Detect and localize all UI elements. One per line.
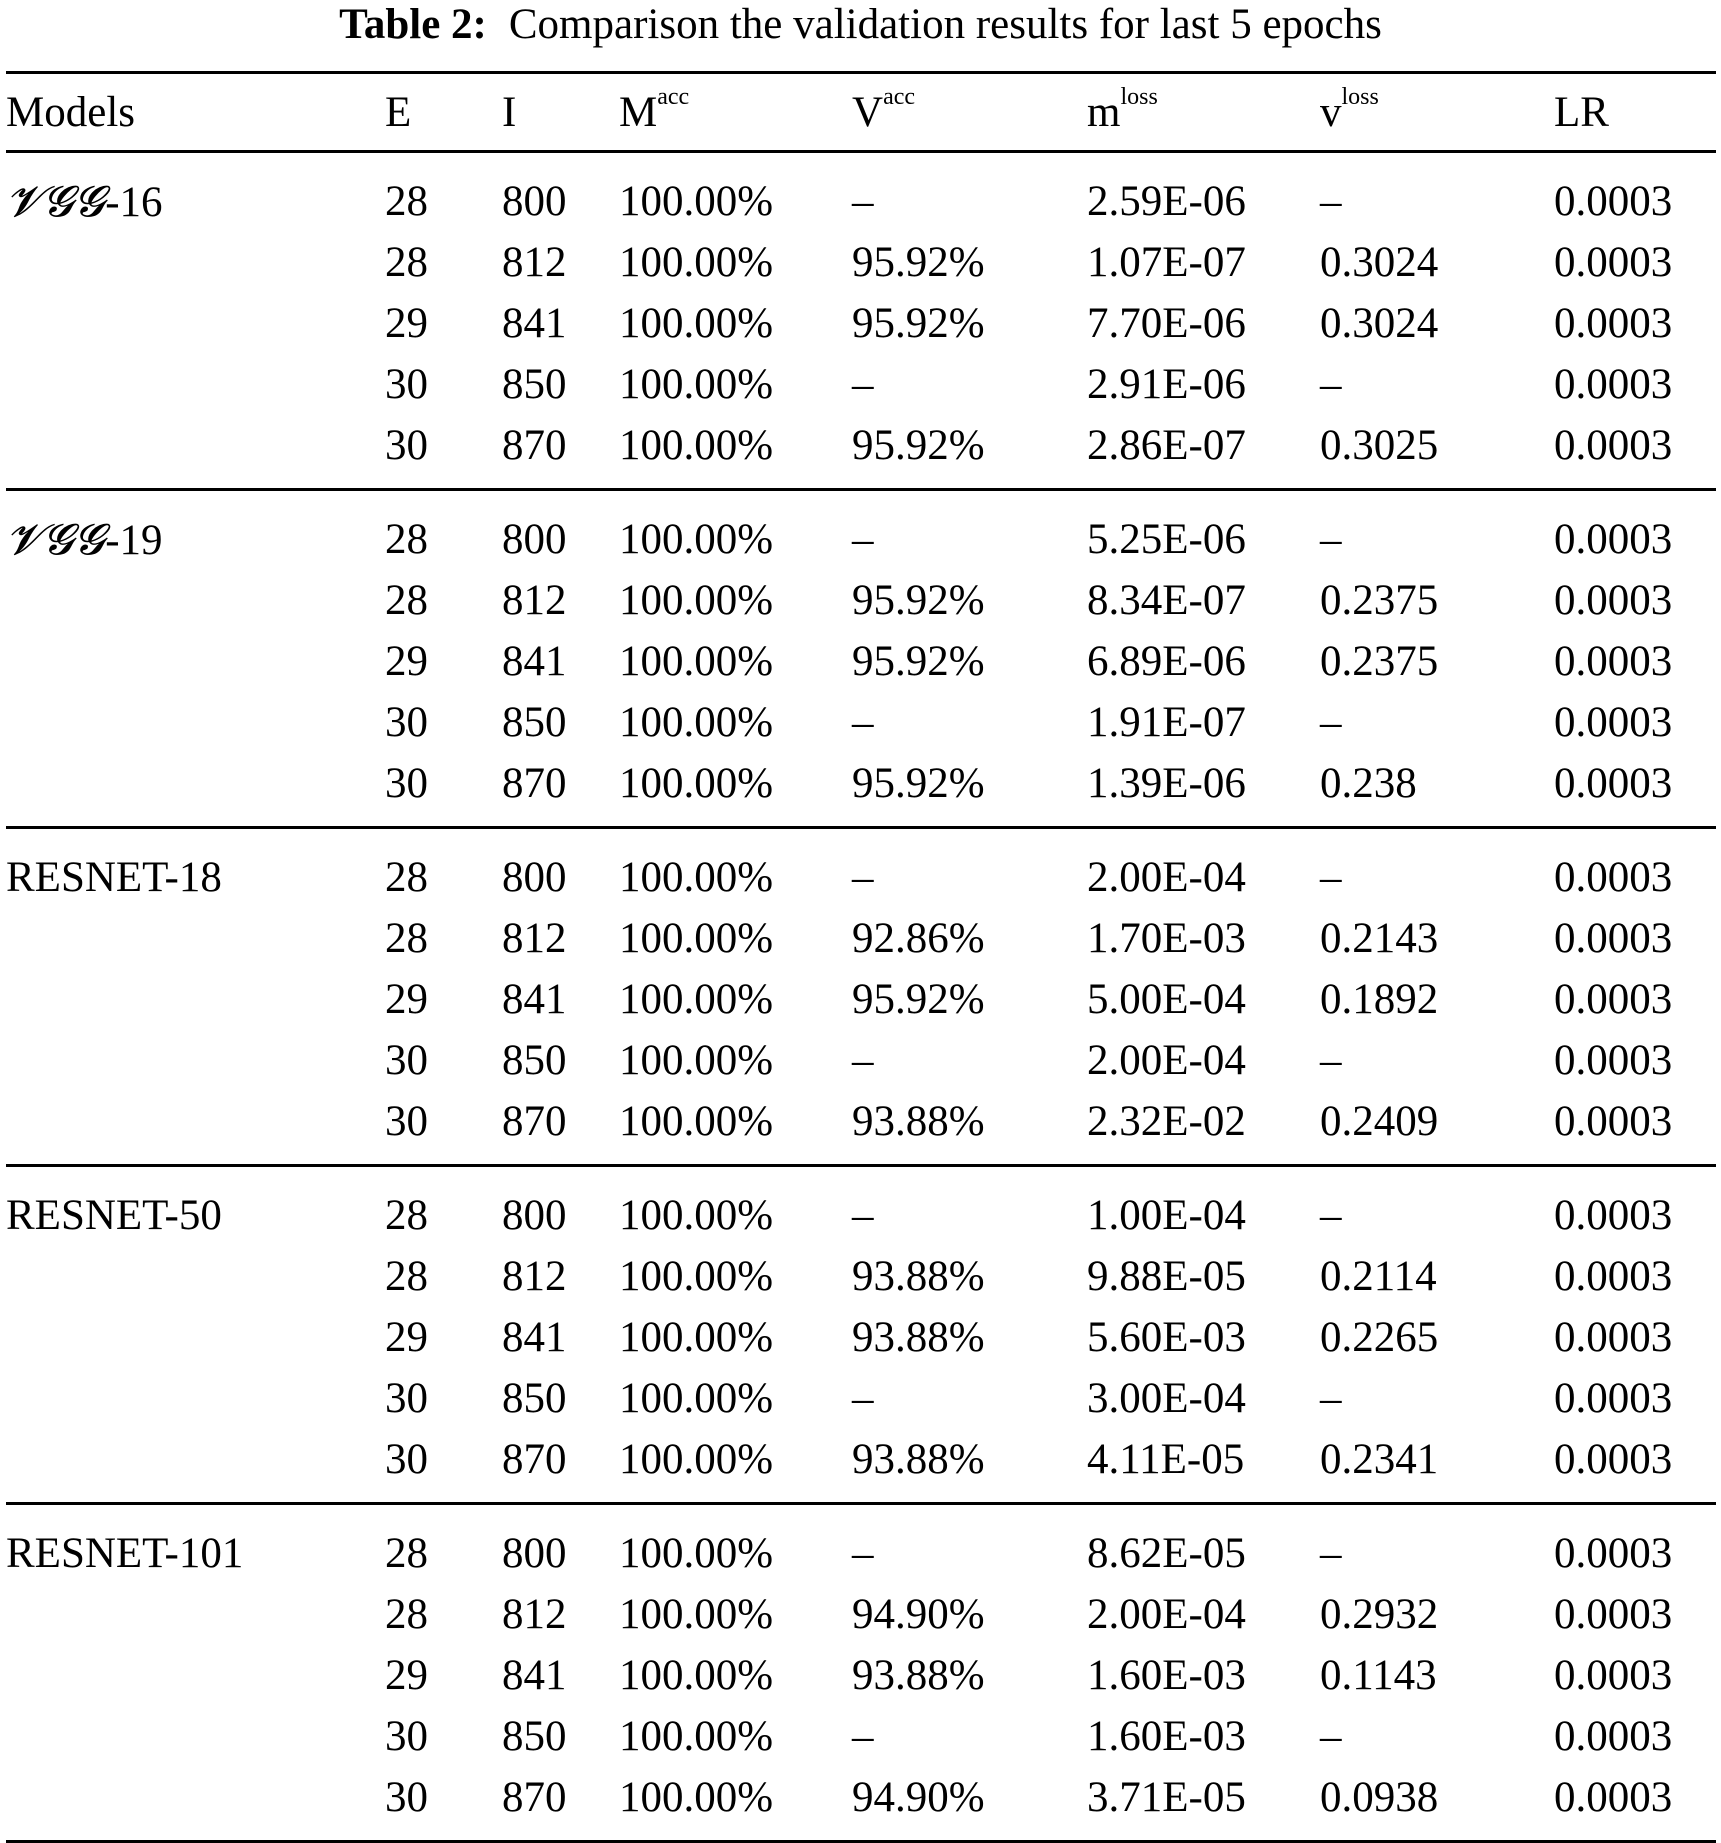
cell-mloss: 3.71E-05	[1087, 1774, 1246, 1821]
cell-macc: 100.00%	[619, 1713, 774, 1760]
cell-e: 30	[385, 1037, 428, 1084]
cell-vloss: 0.0938	[1320, 1774, 1439, 1821]
model-name-empty	[6, 1584, 385, 1645]
cell-e: 28	[385, 577, 428, 624]
cell-macc: 100.00%	[619, 1436, 774, 1483]
cell-lr: 0.0003	[1554, 1713, 1673, 1760]
cell-vloss: 0.2932	[1320, 1591, 1439, 1638]
cell-e: 30	[385, 1098, 428, 1145]
cell-vacc: –	[852, 516, 874, 563]
cell-i: 841	[502, 1652, 567, 1699]
cell-vloss: 0.2375	[1320, 577, 1439, 624]
cell-vacc: 93.88%	[852, 1098, 985, 1145]
cell-vloss: –	[1320, 1192, 1342, 1239]
cell-vloss: –	[1320, 1037, 1342, 1084]
cell-vacc: –	[852, 361, 874, 408]
table-row	[6, 1706, 1716, 1767]
cell-i: 800	[502, 1192, 567, 1239]
cell-lr: 0.0003	[1554, 1314, 1673, 1361]
cell-vacc: 95.92%	[852, 300, 985, 347]
cell-i: 841	[502, 976, 567, 1023]
cell-macc: 100.00%	[619, 1253, 774, 1300]
cell-vacc: 95.92%	[852, 422, 985, 469]
model-name-empty	[6, 1767, 385, 1842]
cell-i: 850	[502, 1375, 567, 1422]
cell-vloss: 0.3024	[1320, 239, 1439, 286]
cell-i: 850	[502, 1713, 567, 1760]
cell-mloss: 1.70E-03	[1087, 915, 1246, 962]
cell-lr: 0.0003	[1554, 915, 1673, 962]
cell-e: 28	[385, 1192, 428, 1239]
cell-lr: 0.0003	[1554, 1530, 1673, 1577]
cell-macc: 100.00%	[619, 1774, 774, 1821]
cell-macc: 100.00%	[619, 760, 774, 807]
cell-e: 29	[385, 638, 428, 685]
table-row	[6, 415, 1716, 490]
model-name-empty	[6, 232, 385, 293]
model-name-empty	[6, 753, 385, 828]
cell-mloss: 1.39E-06	[1087, 760, 1246, 807]
model-group-vgg19	[6, 490, 1716, 828]
cell-vloss: –	[1320, 361, 1342, 408]
cell-macc: 100.00%	[619, 854, 774, 901]
cell-macc: 100.00%	[619, 516, 774, 563]
model-group-resnet50	[6, 1166, 1716, 1504]
table-row	[6, 232, 1716, 293]
cell-vacc: 93.88%	[852, 1436, 985, 1483]
model-name-script: 𝓥𝓖𝓖	[6, 514, 106, 565]
cell-i: 841	[502, 638, 567, 685]
cell-macc: 100.00%	[619, 239, 774, 286]
table-row	[6, 1645, 1716, 1706]
cell-vacc: –	[852, 178, 874, 225]
header-macc	[619, 73, 852, 152]
model-name: RESNET-50	[6, 1192, 222, 1239]
table-row	[6, 570, 1716, 631]
cell-vacc: 94.90%	[852, 1774, 985, 1821]
cell-e: 29	[385, 1652, 428, 1699]
cell-lr: 0.0003	[1554, 577, 1673, 624]
results-table	[6, 71, 1716, 1843]
cell-mloss: 9.88E-05	[1087, 1253, 1246, 1300]
model-name-empty	[6, 908, 385, 969]
table-row	[6, 1584, 1716, 1645]
cell-vacc: –	[852, 1530, 874, 1577]
cell-lr: 0.0003	[1554, 854, 1673, 901]
cell-vloss: 0.1892	[1320, 976, 1439, 1023]
cell-e: 30	[385, 422, 428, 469]
cell-i: 800	[502, 854, 567, 901]
cell-e: 30	[385, 1774, 428, 1821]
cell-lr: 0.0003	[1554, 1436, 1673, 1483]
model-name-empty	[6, 1429, 385, 1504]
cell-i: 800	[502, 178, 567, 225]
model-name: RESNET-101	[6, 1530, 244, 1577]
cell-vloss: –	[1320, 854, 1342, 901]
table-row	[6, 293, 1716, 354]
cell-mloss: 1.07E-07	[1087, 239, 1246, 286]
header-vloss-sup: loss	[1341, 83, 1379, 110]
cell-vacc: 92.86%	[852, 915, 985, 962]
cell-e: 29	[385, 976, 428, 1023]
cell-e: 29	[385, 1314, 428, 1361]
cell-mloss: 5.00E-04	[1087, 976, 1246, 1023]
cell-lr: 0.0003	[1554, 1774, 1673, 1821]
table-row	[6, 1429, 1716, 1504]
cell-vacc: –	[852, 1192, 874, 1239]
table-row	[6, 1767, 1716, 1842]
cell-i: 870	[502, 1436, 567, 1483]
cell-mloss: 8.34E-07	[1087, 577, 1246, 624]
cell-i: 870	[502, 1098, 567, 1145]
cell-vloss: –	[1320, 1713, 1342, 1760]
model-name-empty	[6, 969, 385, 1030]
cell-vacc: 95.92%	[852, 976, 985, 1023]
cell-mloss: 8.62E-05	[1087, 1530, 1246, 1577]
header-macc-base: M	[619, 88, 658, 136]
model-name	[6, 152, 385, 233]
table-caption	[0, 0, 1721, 50]
cell-i: 870	[502, 422, 567, 469]
table-row	[6, 152, 1716, 233]
cell-i: 812	[502, 239, 567, 286]
header-lr: LR	[1554, 73, 1716, 152]
cell-i: 800	[502, 1530, 567, 1577]
model-name-empty	[6, 415, 385, 490]
cell-vloss: –	[1320, 699, 1342, 746]
cell-vloss: 0.2409	[1320, 1098, 1439, 1145]
cell-e: 28	[385, 1253, 428, 1300]
cell-e: 30	[385, 1713, 428, 1760]
cell-mloss: 2.86E-07	[1087, 422, 1246, 469]
cell-i: 841	[502, 300, 567, 347]
cell-macc: 100.00%	[619, 915, 774, 962]
cell-mloss: 2.00E-04	[1087, 854, 1246, 901]
cell-macc: 100.00%	[619, 1652, 774, 1699]
model-name	[6, 490, 385, 571]
cell-i: 850	[502, 1037, 567, 1084]
cell-vacc: 95.92%	[852, 638, 985, 685]
header-row	[6, 73, 1716, 152]
header-macc-sup: acc	[657, 83, 690, 110]
table-header	[6, 73, 1716, 152]
cell-i: 841	[502, 1314, 567, 1361]
cell-macc: 100.00%	[619, 361, 774, 408]
model-name-empty	[6, 1368, 385, 1429]
cell-mloss: 3.00E-04	[1087, 1375, 1246, 1422]
cell-macc: 100.00%	[619, 1591, 774, 1638]
cell-macc: 100.00%	[619, 1530, 774, 1577]
table-row	[6, 969, 1716, 1030]
header-vacc-base: V	[852, 88, 884, 136]
cell-macc: 100.00%	[619, 422, 774, 469]
cell-i: 850	[502, 361, 567, 408]
model-name-suffix: -16	[105, 178, 163, 226]
table-row	[6, 1504, 1716, 1585]
cell-i: 812	[502, 915, 567, 962]
cell-vacc: –	[852, 1375, 874, 1422]
cell-i: 812	[502, 1591, 567, 1638]
cell-i: 850	[502, 699, 567, 746]
model-name-empty	[6, 1030, 385, 1091]
cell-e: 30	[385, 361, 428, 408]
model-name-empty	[6, 1645, 385, 1706]
cell-e: 30	[385, 760, 428, 807]
table-row	[6, 753, 1716, 828]
cell-lr: 0.0003	[1554, 638, 1673, 685]
cell-lr: 0.0003	[1554, 300, 1673, 347]
header-vacc	[852, 73, 1087, 152]
header-mloss-base: m	[1087, 88, 1121, 136]
caption-text: Comparison the validation results for last 5 epochs	[508, 1, 1382, 48]
model-name-empty	[6, 1307, 385, 1368]
cell-lr: 0.0003	[1554, 1192, 1673, 1239]
cell-lr: 0.0003	[1554, 1098, 1673, 1145]
header-mloss	[1087, 73, 1320, 152]
cell-mloss: 2.00E-04	[1087, 1037, 1246, 1084]
table-row	[6, 1307, 1716, 1368]
cell-mloss: 2.91E-06	[1087, 361, 1246, 408]
cell-vloss: –	[1320, 1375, 1342, 1422]
cell-macc: 100.00%	[619, 300, 774, 347]
caption-label: Table 2:	[339, 1, 487, 48]
model-name-empty	[6, 1091, 385, 1166]
cell-vacc: –	[852, 854, 874, 901]
cell-i: 870	[502, 760, 567, 807]
cell-mloss: 5.25E-06	[1087, 516, 1246, 563]
model-name-empty	[6, 631, 385, 692]
cell-lr: 0.0003	[1554, 516, 1673, 563]
table-row	[6, 490, 1716, 571]
cell-mloss: 2.59E-06	[1087, 178, 1246, 225]
model-name-empty	[6, 1706, 385, 1767]
cell-i: 800	[502, 516, 567, 563]
cell-mloss: 6.89E-06	[1087, 638, 1246, 685]
table-row	[6, 908, 1716, 969]
cell-e: 28	[385, 854, 428, 901]
cell-vloss: 0.2143	[1320, 915, 1439, 962]
header-e: E	[385, 73, 502, 152]
cell-i: 812	[502, 1253, 567, 1300]
cell-vloss: 0.238	[1320, 760, 1417, 807]
cell-vacc: 93.88%	[852, 1314, 985, 1361]
cell-e: 28	[385, 1591, 428, 1638]
cell-vacc: –	[852, 699, 874, 746]
cell-macc: 100.00%	[619, 178, 774, 225]
cell-vloss: 0.3025	[1320, 422, 1439, 469]
cell-i: 870	[502, 1774, 567, 1821]
table-row	[6, 354, 1716, 415]
cell-lr: 0.0003	[1554, 422, 1673, 469]
model-name-empty	[6, 1246, 385, 1307]
table-row	[6, 1246, 1716, 1307]
cell-vacc: –	[852, 1713, 874, 1760]
cell-lr: 0.0003	[1554, 1652, 1673, 1699]
cell-mloss: 4.11E-05	[1087, 1436, 1245, 1483]
cell-vloss: 0.1143	[1320, 1652, 1437, 1699]
header-i: I	[502, 73, 619, 152]
cell-macc: 100.00%	[619, 638, 774, 685]
cell-vacc: 95.92%	[852, 760, 985, 807]
cell-e: 28	[385, 516, 428, 563]
cell-lr: 0.0003	[1554, 1591, 1673, 1638]
cell-macc: 100.00%	[619, 1375, 774, 1422]
cell-e: 30	[385, 1436, 428, 1483]
cell-lr: 0.0003	[1554, 361, 1673, 408]
cell-vloss: 0.2375	[1320, 638, 1439, 685]
cell-vloss: 0.2114	[1320, 1253, 1437, 1300]
cell-lr: 0.0003	[1554, 976, 1673, 1023]
cell-e: 28	[385, 915, 428, 962]
cell-mloss: 1.60E-03	[1087, 1652, 1246, 1699]
header-models: Models	[6, 73, 385, 152]
model-name-suffix: -19	[105, 516, 163, 564]
cell-lr: 0.0003	[1554, 178, 1673, 225]
table-row	[6, 1166, 1716, 1247]
cell-vloss: 0.2265	[1320, 1314, 1439, 1361]
cell-macc: 100.00%	[619, 1098, 774, 1145]
model-name-empty	[6, 293, 385, 354]
header-vloss-base: v	[1320, 88, 1342, 136]
cell-vloss: –	[1320, 178, 1342, 225]
cell-mloss: 2.00E-04	[1087, 1591, 1246, 1638]
cell-vloss: –	[1320, 1530, 1342, 1577]
cell-macc: 100.00%	[619, 976, 774, 1023]
cell-e: 30	[385, 699, 428, 746]
cell-mloss: 7.70E-06	[1087, 300, 1246, 347]
model-group-vgg16	[6, 152, 1716, 490]
cell-macc: 100.00%	[619, 699, 774, 746]
cell-vloss: –	[1320, 516, 1342, 563]
cell-e: 28	[385, 239, 428, 286]
cell-mloss: 1.91E-07	[1087, 699, 1246, 746]
model-name-script: 𝓥𝓖𝓖	[6, 176, 106, 227]
header-vacc-sup: acc	[883, 83, 916, 110]
table-row	[6, 1091, 1716, 1166]
cell-macc: 100.00%	[619, 1192, 774, 1239]
cell-lr: 0.0003	[1554, 1375, 1673, 1422]
cell-vloss: 0.3024	[1320, 300, 1439, 347]
cell-mloss: 5.60E-03	[1087, 1314, 1246, 1361]
header-vloss	[1320, 73, 1554, 152]
cell-i: 812	[502, 577, 567, 624]
cell-e: 30	[385, 1375, 428, 1422]
model-name-empty	[6, 570, 385, 631]
cell-e: 29	[385, 300, 428, 347]
cell-lr: 0.0003	[1554, 1037, 1673, 1084]
cell-vacc: 93.88%	[852, 1652, 985, 1699]
table-row	[6, 631, 1716, 692]
table-row	[6, 828, 1716, 909]
cell-macc: 100.00%	[619, 1037, 774, 1084]
cell-vacc: 93.88%	[852, 1253, 985, 1300]
model-group-resnet18	[6, 828, 1716, 1166]
cell-lr: 0.0003	[1554, 760, 1673, 807]
cell-macc: 100.00%	[619, 1314, 774, 1361]
model-name: RESNET-18	[6, 854, 222, 901]
table-row	[6, 1030, 1716, 1091]
cell-vacc: 95.92%	[852, 577, 985, 624]
header-mloss-sup: loss	[1120, 83, 1158, 110]
model-name-empty	[6, 692, 385, 753]
table-row	[6, 692, 1716, 753]
cell-vacc: 94.90%	[852, 1591, 985, 1638]
cell-e: 28	[385, 178, 428, 225]
cell-mloss: 2.32E-02	[1087, 1098, 1246, 1145]
table-row	[6, 1368, 1716, 1429]
cell-lr: 0.0003	[1554, 699, 1673, 746]
cell-lr: 0.0003	[1554, 1253, 1673, 1300]
cell-macc: 100.00%	[619, 577, 774, 624]
cell-lr: 0.0003	[1554, 239, 1673, 286]
cell-mloss: 1.00E-04	[1087, 1192, 1246, 1239]
cell-vloss: 0.2341	[1320, 1436, 1439, 1483]
cell-mloss: 1.60E-03	[1087, 1713, 1246, 1760]
cell-vacc: –	[852, 1037, 874, 1084]
model-group-resnet101	[6, 1504, 1716, 1842]
cell-e: 28	[385, 1530, 428, 1577]
cell-vacc: 95.92%	[852, 239, 985, 286]
model-name-empty	[6, 354, 385, 415]
